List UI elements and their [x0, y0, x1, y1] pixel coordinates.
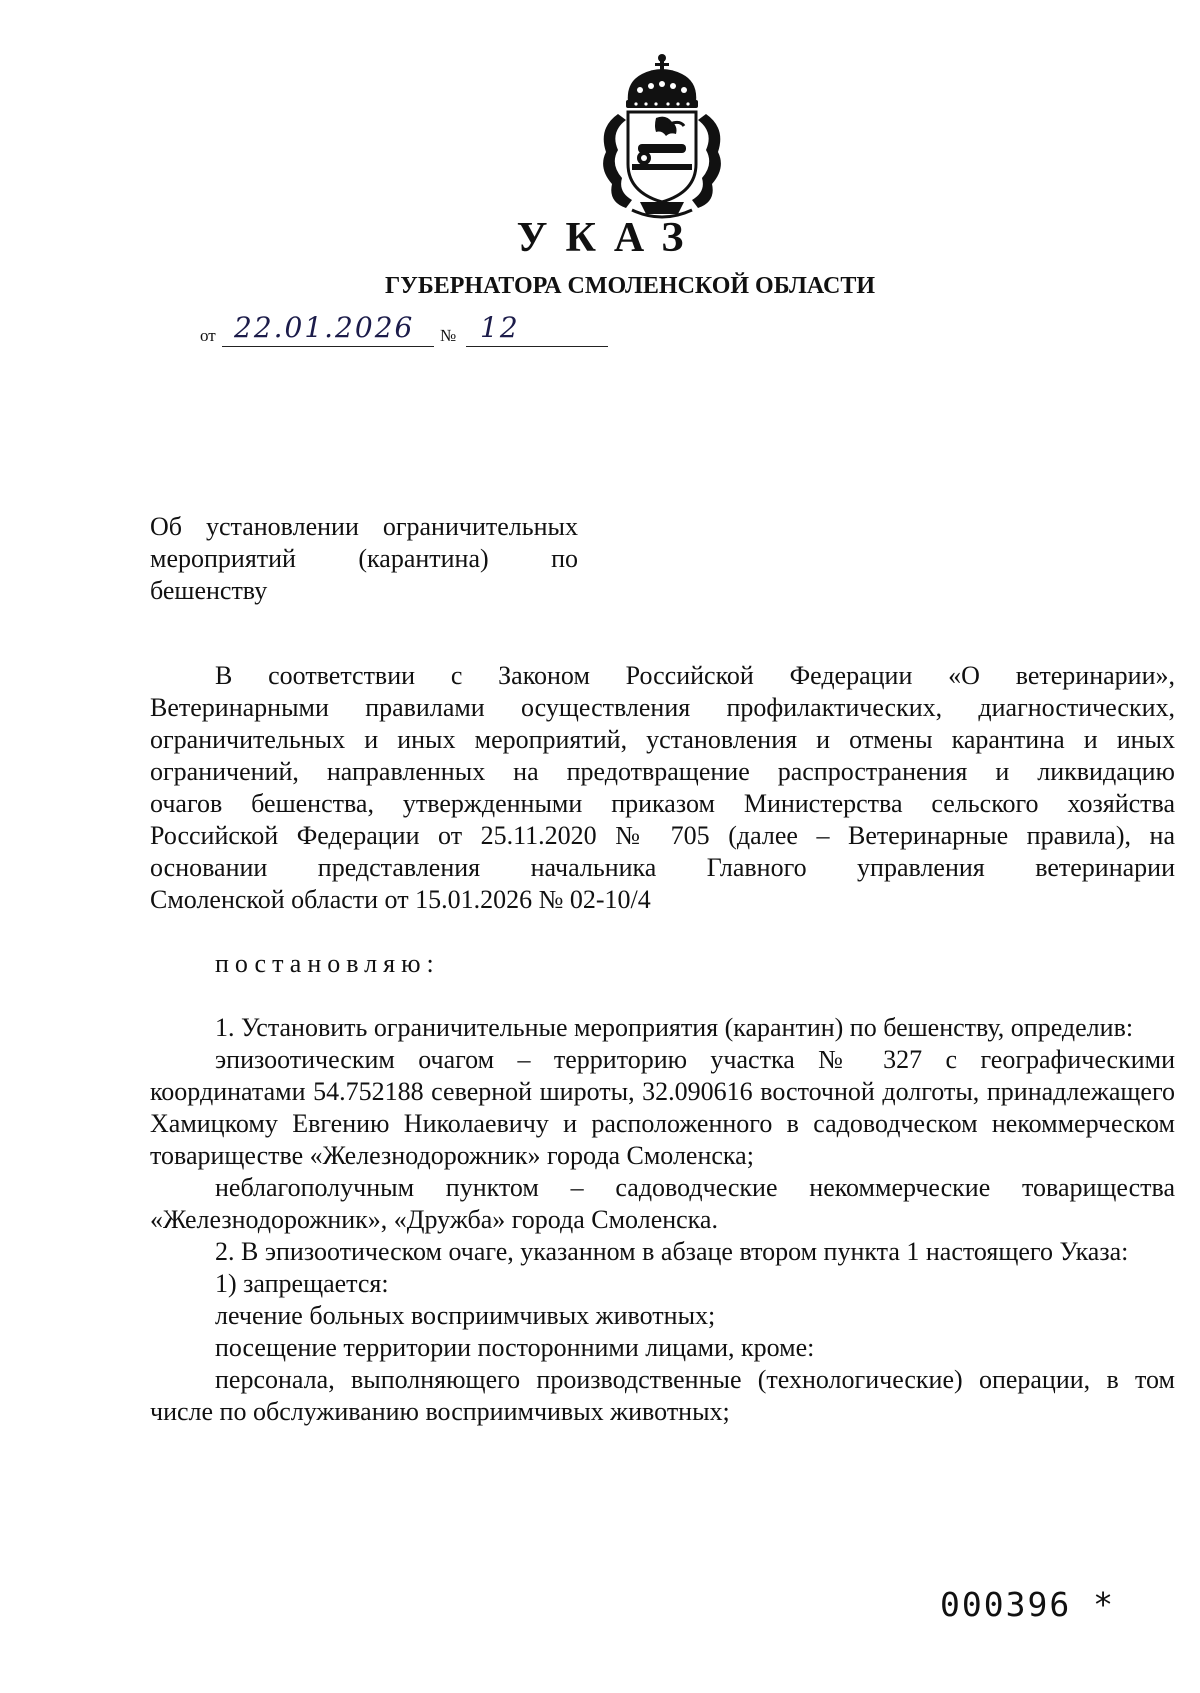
preamble-line: очагов бешенства, утвержденными приказом Министерства сельского хозяйства [150, 789, 1175, 818]
document-body [150, 660, 1175, 1428]
handwritten-date: 22.01.2026 [234, 311, 415, 344]
subject-line: бешенству [150, 576, 268, 605]
preamble-line: В соответствии с Законом Российской Федерации «О ветеринарии», [215, 661, 1175, 690]
paragraph: эпизоотическим очагом – территорию участка № 327 с географическими координатами 54.752188 северной широты, 32.090616 восточной долготы, принадлежащего Хамицкому Евгению Николаевичу и расположенного в садоводческом некоммерческом товариществе «Железнодорожник» города Смоленска; [150, 1045, 1175, 1170]
decree-word: постановляю: [215, 949, 440, 978]
paragraph: 1) запрещается: [215, 1269, 389, 1298]
paragraph: 1. Установить ограничительные мероприятия (карантин) по бешенству, определив: [215, 1013, 1134, 1042]
document-title: УКАЗ [516, 215, 702, 261]
preamble-line: основании представления начальника Главного управления ветеринарии [150, 853, 1175, 882]
handwritten-number: 12 [480, 311, 520, 344]
paragraph: 2. В эпизоотическом очаге, указанном в абзаце втором пункта 1 настоящего Указа: [215, 1237, 1129, 1266]
number-prefix: № [440, 326, 457, 345]
subject-line: мероприятий (карантина) по [150, 544, 578, 573]
date-underline [222, 346, 434, 347]
paragraph: посещение территории посторонними лицами, кроме: [215, 1333, 815, 1362]
number-underline [466, 346, 608, 347]
date-number-line [200, 311, 640, 350]
preamble-line: ограничительных и иных мероприятий, установления и отмены карантина и иных [150, 725, 1175, 754]
paragraph: неблагополучным пунктом – садоводческие некоммерческие товарищества «Железнодорожник», «Дружба» города Смоленска. [150, 1173, 1175, 1234]
document-subtitle: ГУБЕРНАТОРА СМОЛЕНСКОЙ ОБЛАСТИ [384, 273, 876, 299]
preamble [150, 660, 1175, 916]
serial-number-stamp: 000396 * [940, 1585, 1115, 1624]
preamble-line: Ветеринарными правилами осуществления профилактических, диагностических, [150, 693, 1175, 722]
preamble-line: Смоленской области от 15.01.2026 № 02-10/4 [150, 885, 651, 914]
document-subject [150, 511, 578, 607]
paragraph: лечение больных восприимчивых животных; [215, 1301, 716, 1330]
coat-of-arms-icon [592, 52, 732, 222]
preamble-line: Российской Федерации от 25.11.2020 № 705 (далее – Ветеринарные правила), на [150, 821, 1175, 850]
paragraph: персонала, выполняющего производственные (технологические) операции, в том числе по обслуживанию восприимчивых животных; [150, 1365, 1175, 1426]
date-prefix: от [200, 326, 216, 345]
subject-line: Об установлении ограничительных [150, 512, 578, 541]
preamble-line: ограничений, направленных на предотвращение распространения и ликвидацию [150, 757, 1175, 786]
